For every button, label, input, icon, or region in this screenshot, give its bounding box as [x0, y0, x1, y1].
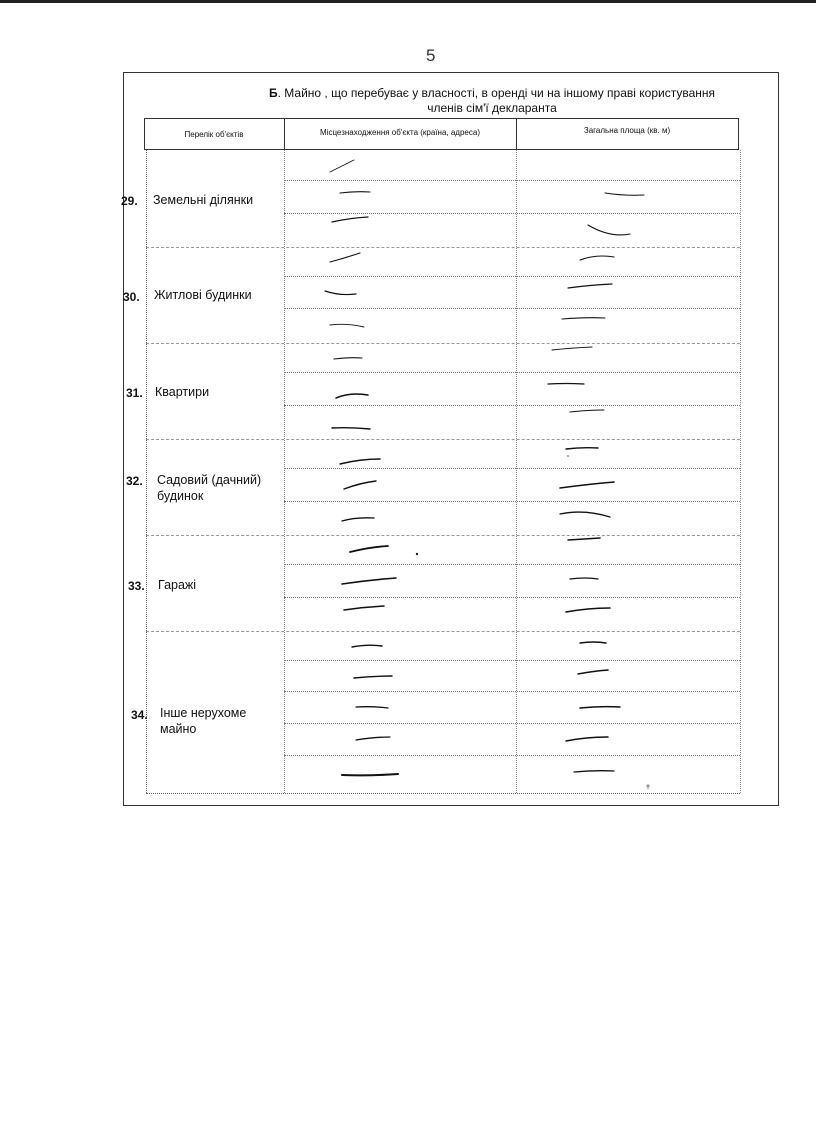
row-34-name-line1: Інше нерухоме: [160, 706, 247, 720]
ink-mark: [646, 784, 650, 789]
dash-mark: [580, 256, 614, 260]
section-letter: Б: [268, 86, 278, 100]
header-location: Місцезнаходження об'єкта (країна, адреса): [320, 128, 480, 137]
dash-mark: [350, 546, 388, 552]
dash-mark: [588, 225, 630, 235]
dash-mark: [548, 384, 584, 385]
dash-mark: [568, 284, 612, 288]
dash-mark: [334, 358, 362, 359]
row-34-number: 34.: [131, 708, 148, 722]
dash-mark: [605, 193, 644, 195]
section-title-line2: членів сім'ї декларанта: [427, 101, 557, 115]
row-33-number: 33.: [128, 579, 145, 593]
ink-dot: [416, 553, 418, 555]
dash-mark: [560, 512, 610, 517]
row-31-number: 31.: [126, 386, 143, 400]
dash-mark: [562, 318, 605, 319]
row-31-name: Квартири: [155, 385, 210, 399]
dash-mark: [352, 645, 382, 647]
dash-mark: [336, 394, 368, 398]
row-32-name-line1: Садовий (дачний): [157, 473, 262, 487]
row-32-number: 32.: [126, 474, 143, 488]
dash-mark: [354, 676, 392, 678]
dash-mark: [342, 774, 398, 775]
section-title-text: . Майно , що перебуває у власності, в оренді чи на іншому праві користування: [277, 86, 715, 100]
dash-mark: [332, 217, 368, 222]
dash-mark: [330, 160, 354, 172]
header-objects: Перелік об'єктів: [184, 130, 244, 139]
dash-mark: [552, 347, 592, 350]
dash-mark: [356, 737, 390, 740]
row-30-name: Житлові будинки: [154, 288, 252, 302]
row-32-name-line2: будинок: [157, 489, 204, 503]
dash-mark: [566, 737, 608, 741]
row-30-number: 30.: [123, 290, 140, 304]
dash-mark: [570, 410, 604, 412]
dash-mark: [330, 253, 360, 262]
dash-mark: [342, 518, 374, 521]
dash-mark: [560, 482, 614, 488]
dash-mark: [340, 192, 370, 193]
row-33-name: Гаражі: [158, 578, 197, 592]
dash-mark: [356, 707, 388, 708]
dash-mark: [325, 291, 356, 295]
dash-mark: [344, 481, 376, 489]
dash-mark: [568, 538, 600, 540]
dash-mark: [332, 428, 370, 429]
dash-mark: [330, 324, 364, 327]
dash-mark: [340, 459, 380, 464]
dash-mark: [566, 448, 598, 449]
header-area: Загальна площа (кв. м): [583, 126, 671, 135]
dash-mark: [342, 578, 396, 584]
ink-dot: [567, 455, 569, 457]
dash-mark: [570, 578, 598, 579]
row-29-number: 29.: [121, 194, 138, 208]
page-number: 5: [426, 46, 436, 65]
dash-mark: [580, 707, 620, 708]
dash-mark: [574, 771, 614, 772]
dash-mark: [566, 608, 610, 612]
dash-mark: [344, 606, 384, 610]
row-29-name: Земельні ділянки: [153, 193, 254, 207]
dash-mark: [578, 670, 608, 674]
dash-mark: [580, 642, 606, 643]
row-34-name-line2: майно: [160, 722, 197, 736]
